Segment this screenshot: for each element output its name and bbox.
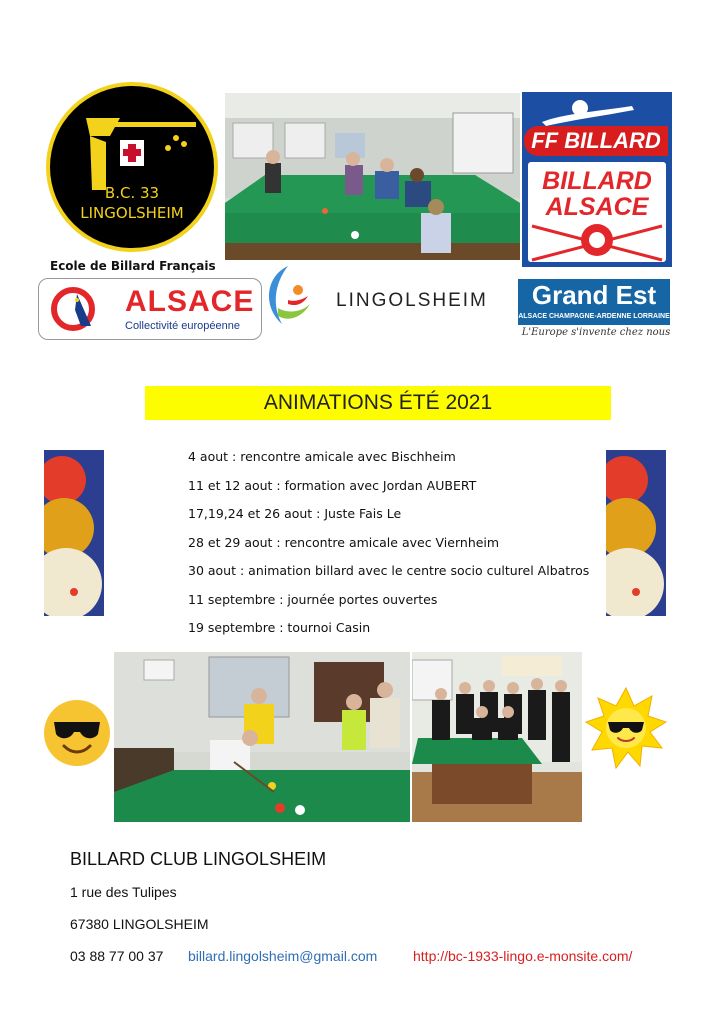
event-item: 30 aout : animation billard avec le centre socio culturel Albatros [188,563,590,578]
lingolsheim-wordmark: LINGOLSHEIM [336,290,488,311]
phone-number: 03 88 77 00 37 [70,948,164,964]
grand-est-slogan: L'Europe s'invente chez nous [521,327,671,338]
lingolsheim-emblem-icon [258,262,314,330]
smiley-sunglasses-icon [44,700,110,766]
address-street: 1 rue des Tulipes [70,884,177,900]
event-item: 19 septembre : tournoi Casin [188,620,371,635]
event-item: 17,19,24 et 26 aout : Juste Fais Le [188,506,402,521]
grand-est-regions: ALSACE CHAMPAGNE-ARDENNE LORRAINE [518,313,670,320]
billard-alsace-badge [528,162,666,262]
billiard-balls-right [606,450,666,616]
grand-est-logo [518,279,670,325]
page-title: ANIMATIONS ÉTÉ 2021 [263,391,493,414]
email-link[interactable]: billard.lingolsheim@gmail.com [188,948,378,964]
address-city: 67380 LINGOLSHEIM [70,916,209,932]
alsace-name: ALSACE [125,285,255,318]
alsace-region-logo [38,278,262,340]
billard-word: BILLARD [542,167,652,195]
ffb-logo [522,92,672,267]
event-item: 28 et 29 aout : rencontre amicale avec Viernheim [188,534,500,550]
ffb-title: FF BILLARD [524,126,668,156]
events-list [188,449,589,649]
team-photo [412,652,582,822]
players-photo [114,652,410,822]
billiard-balls-left [44,450,104,616]
club-initials: B.C. 33 [104,184,160,202]
alsace-subtitle: Collectivité européenne [125,320,240,332]
grand-est-name: Grand Est [531,280,657,310]
event-item: 11 septembre : journée portes ouvertes [188,591,438,607]
school-caption: Ecole de Billard Français [50,259,216,273]
title-banner [145,386,611,420]
sun-sunglasses-icon [584,686,668,770]
club-city: LINGOLSHEIM [80,204,184,222]
event-item: 4 aout : rencontre amicale avec Bischheim [188,449,456,464]
website-link[interactable]: http://bc-1933-lingo.e-monsite.com/ [413,948,633,964]
alsace-word: ALSACE [545,193,649,221]
club-room-photo [225,93,520,260]
club-logo [46,82,218,252]
club-name: BILLARD CLUB LINGOLSHEIM [70,849,327,869]
event-item: 11 et 12 aout : formation avec Jordan AUBERT [188,477,477,493]
alsace-emblem-icon [51,286,99,332]
